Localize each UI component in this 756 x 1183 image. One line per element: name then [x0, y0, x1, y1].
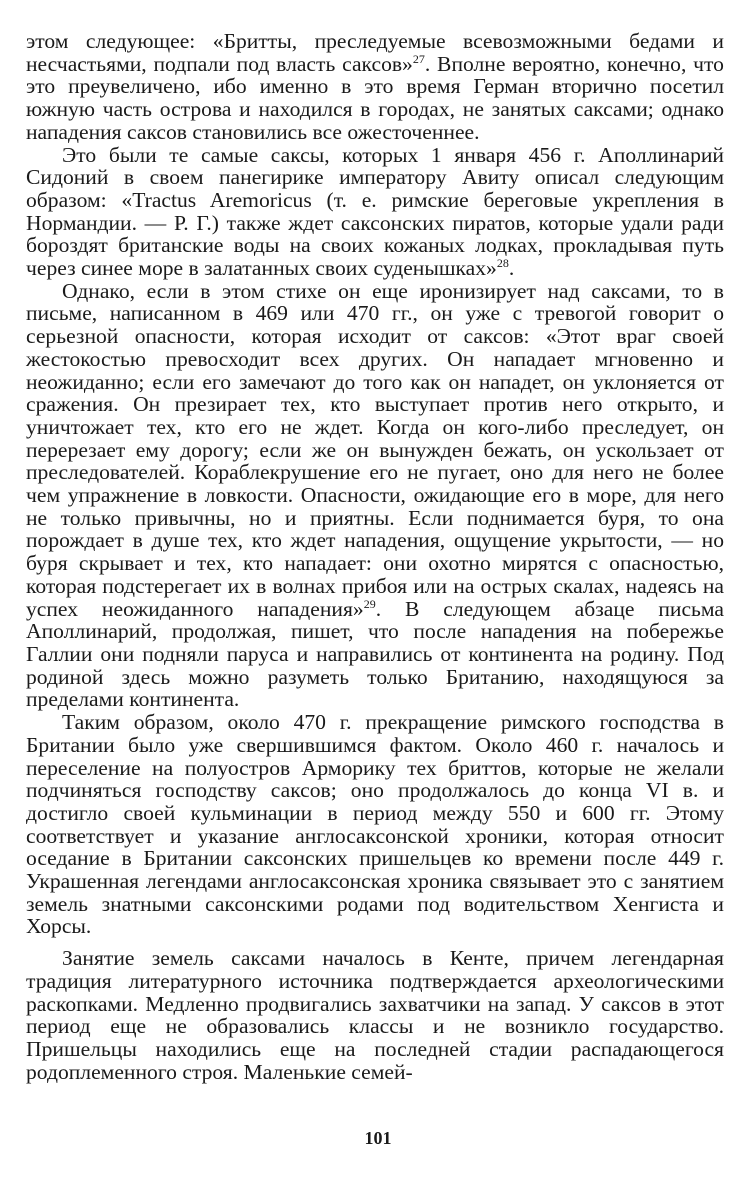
footnote-ref-29[interactable]: 29 — [363, 596, 376, 611]
paragraph-1 — [26, 30, 724, 144]
paragraph-3 — [26, 280, 724, 711]
document-page — [26, 30, 724, 1083]
paragraph-4 — [26, 711, 724, 938]
footnote-ref-28[interactable]: 28 — [496, 255, 509, 270]
paragraph-text: Это были те самые саксы, которых 1 января 456 г. Аполлинарий Сидоний в своем панегирике императору Авиту описал следующим образом: «Tractus Aremoricus (т. е. римские береговые укрепления в Нормандии. — Р. Г.) также ждет саксонских пиратов, которые удали ради бороздят британские воды на своих кожаных лодках, прокладывая путь через синее море в залатанных своих суденышках» — [26, 142, 724, 281]
page-number: 101 — [364, 1128, 392, 1148]
paragraph-text: Однако, если в этом стихе он еще иронизирует над саксами, то в письме, написанном в 469 или 470 гг., он уже с тревогой говорит о серьезной опасности, которая исходит от саксов: «Этот враг своей жестокостью превосходит всех других. Он нападает мгновенно и неожиданно; если его замечают до того как он нападет, он уклоняется от сражения. Он презирает тех, кто выступает против него открыто, и уничтожает тех, кто его не ждет. Когда он кого-либо преследует, он перерезает ему дорогу; если же он вынужден бежать, он ускользает от преследователей. Кораблекрушение его не пугает, оно для него не более чем упражнение в ловкости. Опасности, ожидающие его в море, для него не только привычны, но и приятны. Если поднимается буря, то она порождает в душе тех, кто ждет нападения, ощущение укрытости, — но буря скрывает и тех, кто нападает: они охотно мирятся с опасностью, которая подстерегает их в волнах прибоя или на острых скалах, надеясь на успех неожиданного нападения» — [26, 278, 724, 621]
paragraph-text-continued: . Вполне вероятно, конечно, что это преувеличено, ибо именно в это время Герман вторично посетил южную часть острова и находился в городах, не занятых саксами; однако нападения саксов становились все ожесточеннее. — [26, 51, 724, 144]
paragraph-5 — [26, 947, 724, 1083]
paragraph-text: Занятие земель саксами началось в Кенте, причем легендарная традиция литературного источника подтверждается археологическими раскопками. Медленно продвигались захватчики на запад. У саксов в этот период еще не образовались классы и не возникло государство. Пришельцы находились еще на последней стадии распадающегося родоплеменного строя. Маленькие семей- — [26, 946, 724, 1084]
paragraph-text-continued: . В следующем абзаце письма Аполлинарий, продолжая, пишет, что после нападения на побережье Галлии они подняли паруса и направились от континента на родину. Под родиной здесь можно разуметь только Британию, находящуюся за пределами континента. — [26, 596, 724, 712]
paragraph-text-continued: . — [508, 256, 515, 281]
paragraph-2 — [26, 144, 724, 280]
paragraph-text: этом следующее: «Бритты, преследуемые всевозможными бедами и несчастьями, подпали под власть саксов» — [26, 29, 724, 76]
paragraph-text: Таким образом, около 470 г. прекращение римского господства в Британии было уже свершившимся фактом. Около 460 г. началось и переселение на полуостров Арморику тех бриттов, которые не желали подчиняться господству саксов; оно продолжалось до конца VI в. и достигло своей кульминации в период между 550 и 600 гг. Этому соответствует и указание англосаксонской хроники, которая относит оседание в Британии саксонских пришельцев ко времени после 449 г. Украшенная легендами англосаксонская хроника связывает это с занятием земель знатными саксонскими родами под водительством Хенгиста и Хорсы. — [26, 710, 724, 939]
footnote-ref-27[interactable]: 27 — [412, 51, 425, 66]
